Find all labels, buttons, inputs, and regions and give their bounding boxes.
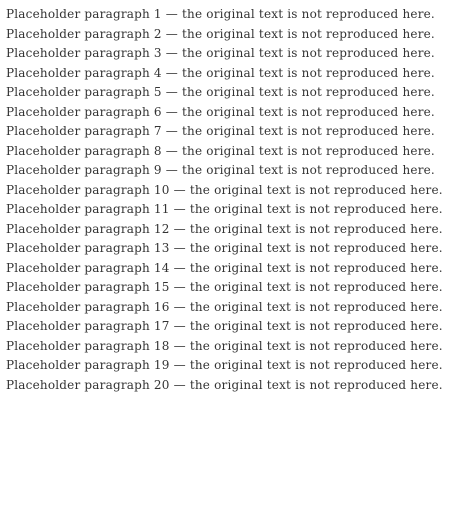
article-body <box>6 6 468 393</box>
paragraph-11: Placeholder paragraph 11 — the original text is not reproduced here. <box>6 202 443 216</box>
paragraph-14: Placeholder paragraph 14 — the original text is not reproduced here. <box>6 260 443 275</box>
paragraph-6: Placeholder paragraph 6 — the original text is not reproduced here. <box>6 104 435 119</box>
paragraph-15: Placeholder paragraph 15 — the original text is not reproduced here. <box>6 280 443 294</box>
paragraph-20: Placeholder paragraph 20 — the original text is not reproduced here. <box>6 377 443 392</box>
paragraph-12: Placeholder paragraph 12 — the original text is not reproduced here. <box>6 221 443 236</box>
paragraph-4: Placeholder paragraph 4 — the original text is not reproduced here. <box>6 65 435 80</box>
paragraph-9: Placeholder paragraph 9 — the original text is not reproduced here. <box>6 163 435 177</box>
paragraph-3: Placeholder paragraph 3 — the original text is not reproduced here. <box>6 46 435 60</box>
paragraph-8: Placeholder paragraph 8 — the original text is not reproduced here. <box>6 143 435 158</box>
paragraph-18: Placeholder paragraph 18 — the original text is not reproduced here. <box>6 338 443 353</box>
paragraph-16: Placeholder paragraph 16 — the original text is not reproduced here. <box>6 299 443 314</box>
paragraph-5: Placeholder paragraph 5 — the original text is not reproduced here. <box>6 85 435 99</box>
paragraph-17: Placeholder paragraph 17 — the original text is not reproduced here. <box>6 319 443 333</box>
paragraph-13: Placeholder paragraph 13 — the original text is not reproduced here. <box>6 241 443 255</box>
paragraph-7: Placeholder paragraph 7 — the original text is not reproduced here. <box>6 124 435 138</box>
paragraph-10: Placeholder paragraph 10 — the original text is not reproduced here. <box>6 182 443 197</box>
paragraph-1: Placeholder paragraph 1 — the original text is not reproduced here. <box>6 7 435 21</box>
paragraph-19: Placeholder paragraph 19 — the original text is not reproduced here. <box>6 358 443 372</box>
paragraph-2: Placeholder paragraph 2 — the original text is not reproduced here. <box>6 26 435 41</box>
